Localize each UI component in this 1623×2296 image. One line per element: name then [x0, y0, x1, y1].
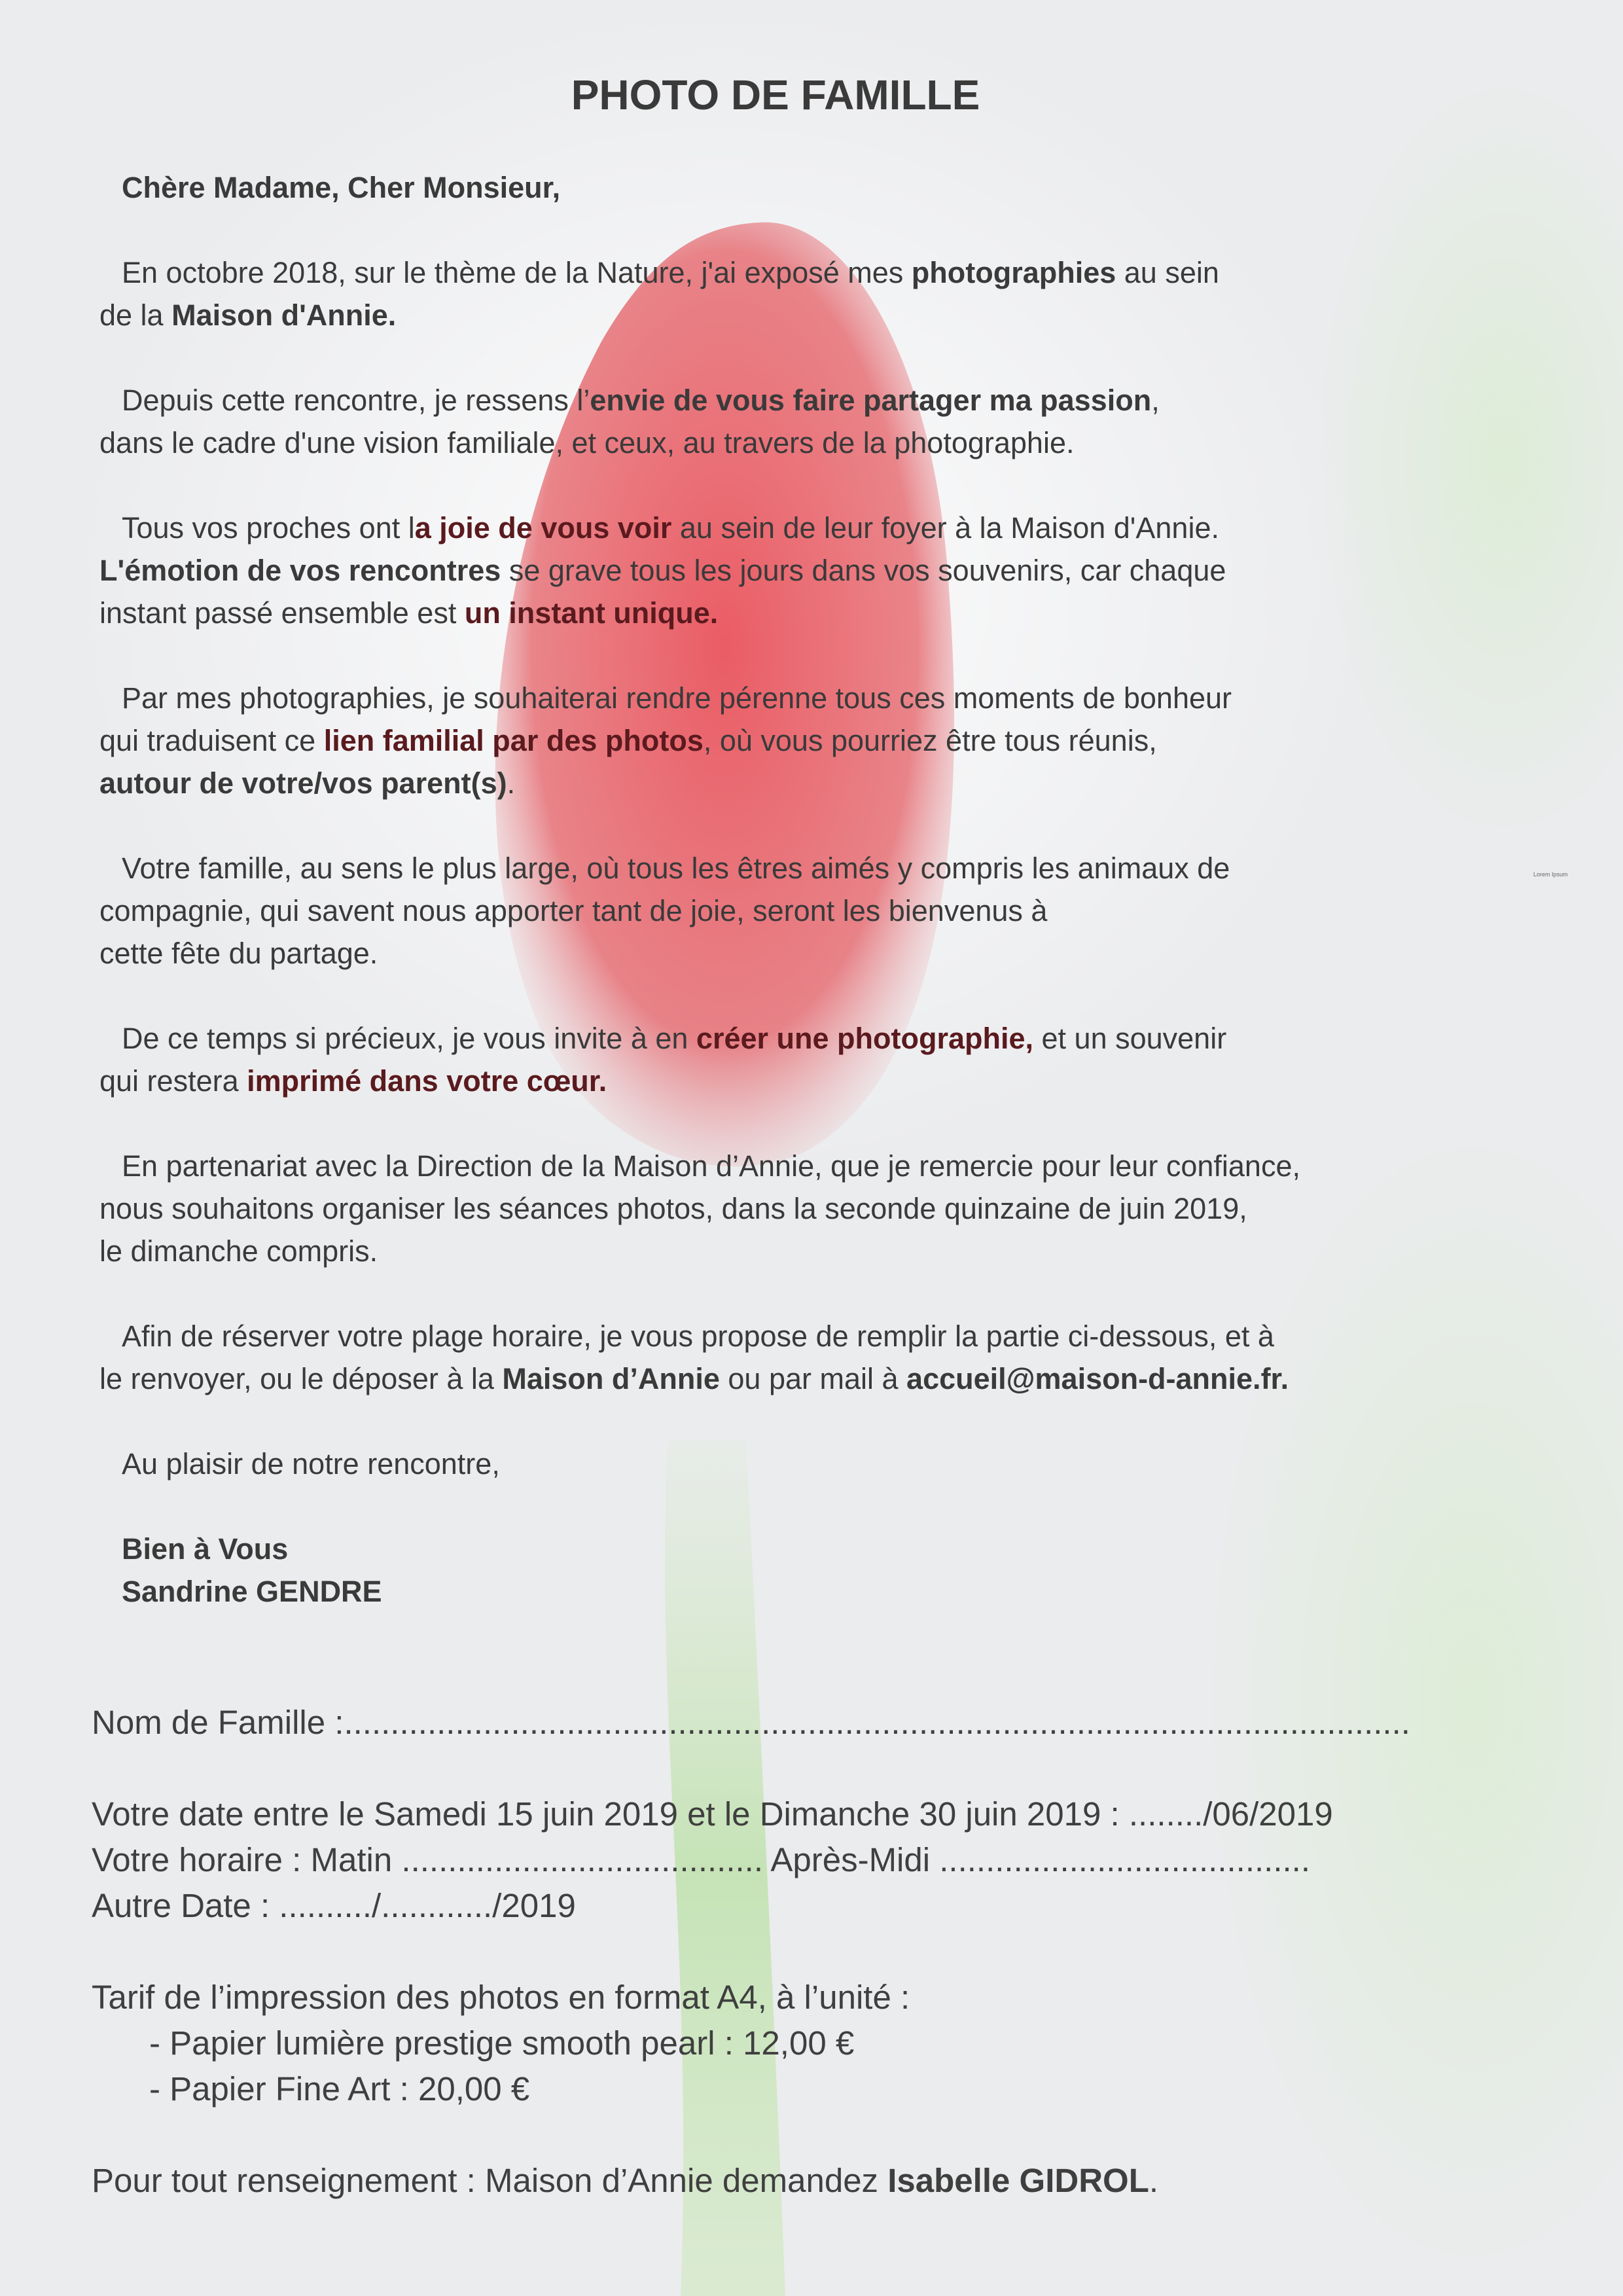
- paragraph-5: Votre famille, au sens le plus large, où tous les êtres aimés y compris les animaux de compagnie, qui savent nous apporter tant de joie, seront les bienvenus à cette fête du partage.: [99, 852, 1230, 970]
- closing: Au plaisir de notre rencontre,: [122, 1447, 500, 1480]
- email-address: accueil@maison-d-annie.fr.: [906, 1362, 1289, 1395]
- paragraph-3: Tous vos proches ont la joie de vous voir au sein de leur foyer à la Maison d'Annie. L'émotion de vos rencontres se grave tous les jours dans vos souvenirs, car chaque instant passé ensemble est un instant unique.: [99, 511, 1226, 630]
- other-date-field: Autre Date : ........../............/2019: [92, 1887, 576, 1924]
- pricing-heading: Tarif de l’impression des photos en format A4, à l’unité :: [92, 1979, 910, 2016]
- page-title: PHOTO DE FAMILLE: [571, 71, 980, 118]
- contact-info: Pour tout renseignement : Maison d’Annie demandez Isabelle GIDROL.: [92, 2162, 1159, 2199]
- paragraph-4: Par mes photographies, je souhaiterai rendre pérenne tous ces moments de bonheur qui traduisent ce lien familial par des photos, où vous pourriez être tous réunis, autour de votre/vos parent(s).: [99, 681, 1232, 800]
- pricing-item-fine-art: - Papier Fine Art : 20,00 €: [149, 2070, 530, 2108]
- paragraph-1: En octobre 2018, sur le thème de la Nature, j'ai exposé mes photographies au sein de la Maison d'Annie.: [99, 256, 1219, 332]
- pricing-item-pearl: - Papier lumière prestige smooth pearl : 12,00 €: [149, 2024, 855, 2062]
- paragraph-2: Depuis cette rencontre, je ressens l’envie de vous faire partager ma passion, dans le cadre d'une vision familiale, et ceux, au travers de la photographie.: [99, 384, 1160, 459]
- signature: Bien à Vous Sandrine GENDRE: [122, 1532, 382, 1608]
- family-name-field: Nom de Famille :...................................................................................................................: [92, 1704, 1410, 1741]
- time-slot-field: Votre horaire : Matin ....................................... Après-Midi ........................................: [92, 1841, 1311, 1878]
- paragraph-7: En partenariat avec la Direction de la Maison d’Annie, que je remercie pour leur confiance, nous souhaitons organiser les séances photos, dans la seconde quinzaine de juin 2019, le dimanche compris.: [99, 1149, 1300, 1268]
- letter-body: [99, 166, 1474, 1655]
- reservation-form: [92, 1700, 1531, 2204]
- date-field: Votre date entre le Samedi 15 juin 2019 et le Dimanche 30 juin 2019 : ......../06/2019: [92, 1795, 1333, 1833]
- small-caption: Lorem Ipsum: [1533, 871, 1568, 878]
- salutation: Chère Madame, Cher Monsieur,: [122, 171, 561, 204]
- paragraph-6: De ce temps si précieux, je vous invite à en créer une photographie, et un souvenir qui restera imprimé dans votre cœur.: [99, 1022, 1227, 1098]
- paragraph-8: Afin de réserver votre plage horaire, je vous propose de remplir la partie ci-dessous, et à le renvoyer, ou le déposer à la Maison d’Annie ou par mail à accueil@maison-d-annie.fr.: [99, 1319, 1289, 1395]
